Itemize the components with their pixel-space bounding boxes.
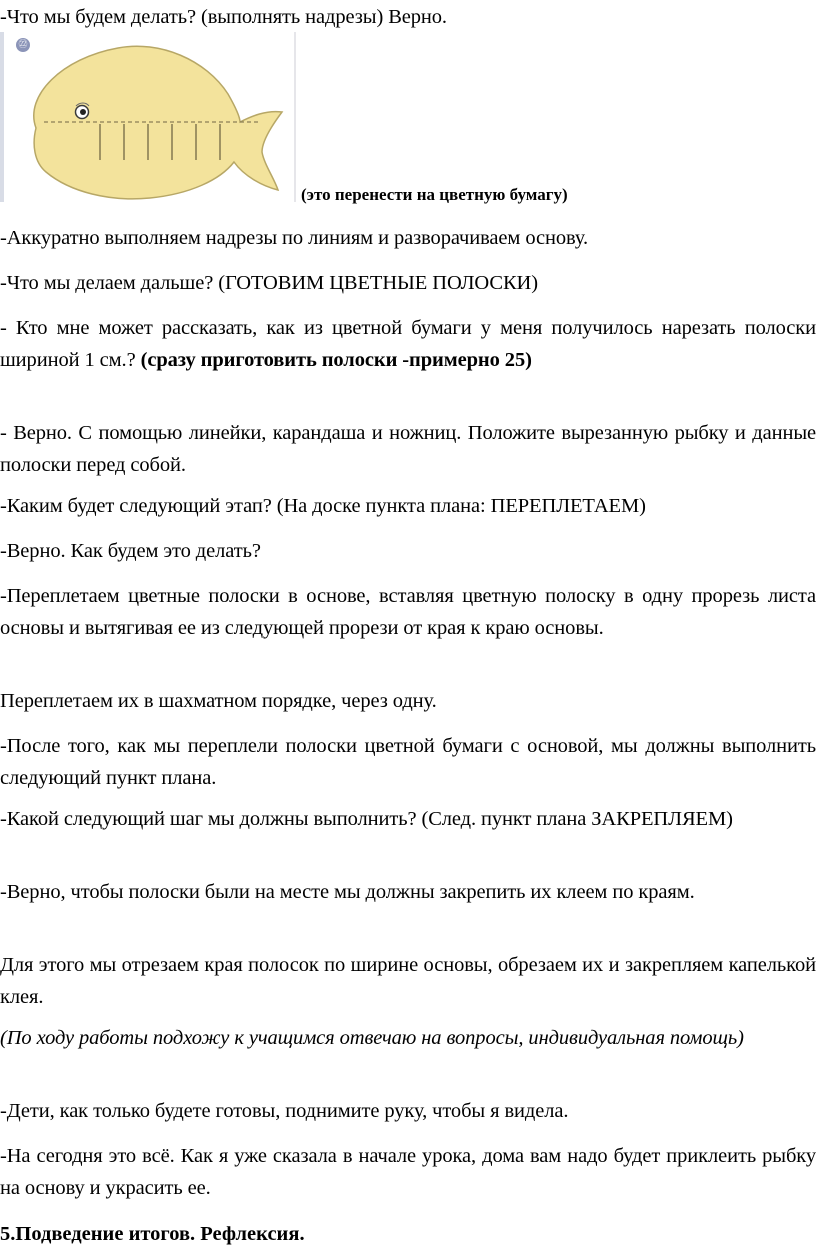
fish-template-figure [0,32,296,202]
fish-pupil [80,109,86,115]
line-teacher-note: (По ходу работы подхожу к учащимся отвечаю на вопросы, индивидуальная помощь) [0,1027,744,1049]
line-how-to-do: -Верно. Как будем это делать? [0,540,261,562]
section-heading-summary: 5.Подведение итогов. Рефлексия. [0,1223,305,1245]
figure-caption: (это перенести на цветную бумагу) [301,185,568,204]
line-homework: -На сегодня это всё. Как я уже сказала в начале урока, дома вам надо будет приклеить рыбку на основу и украсить ее. [0,1145,816,1199]
line-raise-hand: -Дети, как только будете готовы, поднимите руку, чтобы я видела. [0,1100,569,1122]
line-who-can-tell [0,312,816,376]
line-who-can-tell-note: (сразу приготовить полоски -примерно 25) [140,349,532,371]
line-next-stage: -Каким будет следующий этап? (На доске пункта плана: ПЕРЕПЛЕТАЕМ) [0,495,646,517]
line-who-can-tell-text: - Кто мне может рассказать, как из цветной бумаги у меня получилось нарезать полоски шириной 1 см.? [0,317,816,371]
line-checker-pattern: Переплетаем их в шахматном порядке, через одну. [0,690,437,712]
line-what-will-we-do: -Что мы будем делать? (выполнять надрезы) Верно. [0,6,447,28]
figure-number-badge: ㉒ [16,38,30,52]
line-correct-ruler: - Верно. С помощью линейки, карандаша и ножниц. Положите вырезанную рыбку и данные полоски перед собой. [0,422,816,476]
fish-drawing [0,32,296,202]
line-after-weaving: -После того, как мы переплели полоски цветной бумаги с основой, мы должны выполнить следующий пункт плана. [0,735,816,789]
line-weave-strips: -Переплетаем цветные полоски в основе, вставляя цветную полоску в одну прорезь листа основы и вытягивая ее из следующей прорези от края к краю основы. [0,585,816,639]
line-next-step: -Что мы делаем дальше? (ГОТОВИМ ЦВЕТНЫЕ ПОЛОСКИ) [0,272,538,294]
line-which-step: -Какой следующий шаг мы должны выполнить? (След. пункт плана ЗАКРЕПЛЯЕМ) [0,808,733,830]
line-glue-edges: -Верно, чтобы полоски были на месте мы должны закрепить их клеем по краям. [0,881,695,903]
line-careful-cuts: -Аккуратно выполняем надрезы по линиям и разворачиваем основу. [0,227,589,249]
line-trim-edges: Для этого мы отрезаем края полосок по ширине основы, обрезаем их и закрепляем капелькой клея. [0,954,816,1008]
